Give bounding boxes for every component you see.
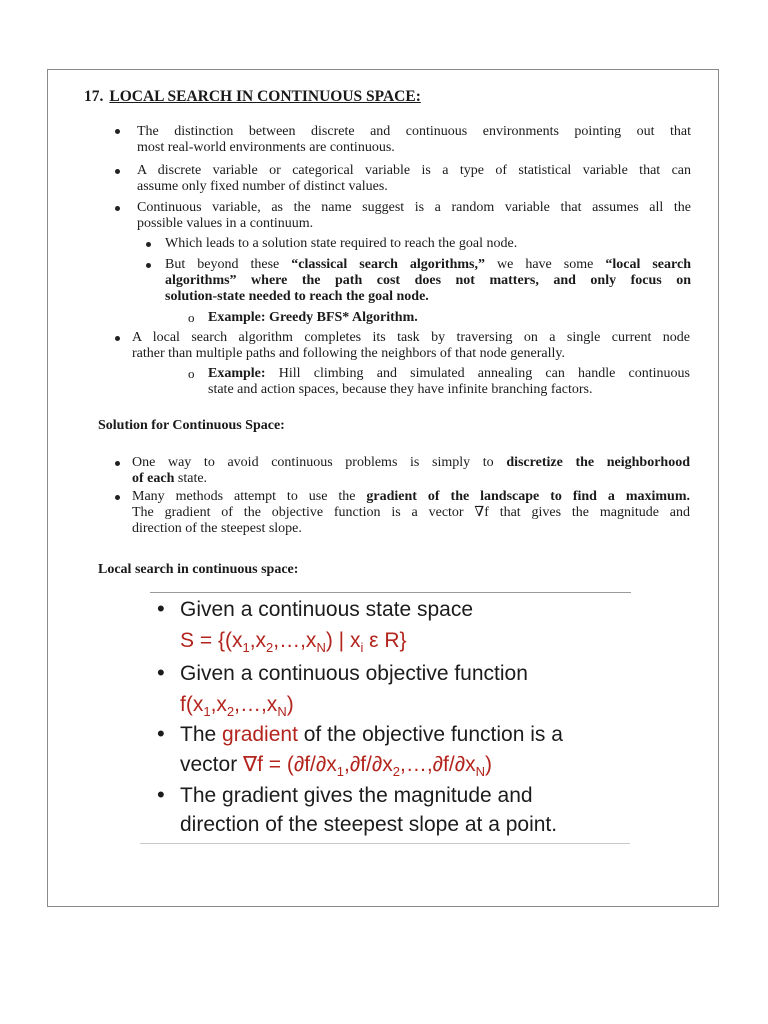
section-title-text: LOCAL SEARCH IN CONTINUOUS SPACE: [109,88,421,105]
slide-text: vector [180,753,244,776]
slide-subscript: 2 [226,704,235,719]
bullet-dot [115,336,120,341]
slide-text: ,…,∂f/∂x [400,753,476,776]
bullet-4-line-2: rather than multiple paths and following the neighbors of that node generally. [132,346,565,361]
slide-top-rule [150,592,631,593]
slide-text: ) [484,753,492,776]
slide-text: ,x [249,629,267,652]
slide-line-7: The gradient gives the magnitude and [180,784,533,807]
local-search-heading: Local search in continuous space: [98,562,299,577]
slide-text-red: gradient [222,723,298,746]
slide-formula [243,753,492,779]
slide-line-3: Given a continuous objective function [180,662,528,685]
bullet-2 [137,163,691,195]
slide-line-1: Given a continuous state space [180,598,474,621]
bullet-2-line-1: A discrete variable or categorical variable is a type of statistical variable that can [137,163,691,178]
slide-subscript: 1 [336,764,344,779]
slide-subscript: N [316,640,326,655]
slide-bullet: • [157,721,165,746]
bullet-3-line-2: possible values in a continuum. [137,216,314,231]
slide-text: ) | x [325,629,361,652]
sub-bullet-2-line-3: solution-state needed to reach the goal node. [165,289,429,304]
slide-text: The [180,723,223,746]
bullet-3-line-1: Continuous variable, as the name suggest is a random variable that assumes all the [137,200,691,215]
example-2-text: Hill climbing and simulated annealing can handle continuous [265,366,690,381]
solution-bullet-1-text: One way to avoid continuous problems is simply to [132,455,507,470]
slide-text: ,x [210,693,227,716]
solution-bullet-2-line-2: The gradient of the objective function is a vector ∇f that gives the magnitude and [132,505,690,520]
solution-bullet-1 [132,455,690,487]
solution-bullet-2-line-3: direction of the steepest slope. [132,521,302,536]
slide-subscript: 1 [203,704,211,719]
slide-bullet: • [157,782,165,807]
slide-line-5 [180,722,563,748]
bullet-1-line-2: most real-world environments are continuous. [137,140,395,155]
slide-subscript: 2 [266,640,274,655]
bullet-4 [132,330,690,362]
solution-bullet-1-line-1 [132,455,690,471]
sub-bullet-2-line-1 [165,257,691,273]
bullet-dot [115,461,120,466]
slide-line-4 [180,692,294,718]
slide-text: ∇f = (∂f/∂x [243,753,337,776]
slide-line-8: direction of the steepest slope at a point. [180,813,558,836]
slide-subscript: N [475,764,485,779]
slide-text: ,∂f/∂x [344,753,393,776]
slide-bullet: • [157,660,165,685]
bullet-1-line-1: The distinction between discrete and continuous environments pointing out that [137,124,691,139]
sub-bullet-2-text: we have some [484,257,606,272]
sub-bullet-2-bold: “local search [605,257,691,272]
slide-text: ε R} [363,629,407,652]
slide-line-6 [180,752,492,778]
sub-bullet-2-bold: “classical search algorithms,” [291,257,485,272]
solution-bullet-2-line-1 [132,489,690,505]
sub-bullet-2 [165,257,691,305]
bullet-dot [115,495,120,500]
solution-bullet-1-text-2: state. [174,471,208,486]
bullet-3 [137,200,691,232]
example-2-bold: Example: [208,366,266,381]
solution-bullet-1-line-2 [132,471,690,487]
slide-text: ,…,x [234,693,278,716]
bullet-4-line-1: A local search algorithm completes its task by traversing on a single current node [132,330,690,345]
sub-bullet-2-line-2: algorithms” where the path cost does not matters, and only focus on [165,273,691,288]
slide-subscript: N [277,704,287,719]
section-number: 17. [84,88,104,105]
slide-bullet: • [157,596,165,621]
sub-bullet-dot [146,242,151,247]
slide-bottom-rule [140,843,630,844]
solution-bullet-2 [132,489,690,537]
sub-bullet-dot [146,263,151,268]
slide-line-2 [180,628,407,654]
slide-subscript: 2 [392,764,400,779]
slide-text: ,…,x [273,629,317,652]
solution-bullet-2-bold: gradient of the landscape to find a maximum. [366,489,690,504]
circle-bullet: o [188,366,195,381]
sub-bullet-1: Which leads to a solution state required to reach the goal node. [165,236,518,251]
slide-subscript: i [360,640,364,655]
example-2-line-2: state and action spaces, because they have infinite branching factors. [208,382,593,397]
example-2-line-1 [208,366,690,382]
bullet-1 [137,124,691,156]
example-2 [208,366,690,398]
solution-bullet-1-bold-2: of each [132,471,175,486]
bullet-2-line-2: assume only fixed number of distinct values. [137,179,388,194]
solution-heading: Solution for Continuous Space: [98,418,285,433]
section-title [84,88,421,106]
solution-bullet-2-text: Many methods attempt to use the [132,489,367,504]
bullet-dot [115,206,120,211]
solution-bullet-1-bold: discretize the neighborhood [506,455,690,470]
slide-text: S = {(x [180,629,243,652]
example-1: Example: Greedy BFS* Algorithm. [208,310,418,325]
circle-bullet: o [188,310,195,325]
slide-subscript: 1 [242,640,250,655]
slide-text: f(x [180,693,204,716]
slide-text: of the objective function is a [297,723,563,746]
bullet-dot [115,169,120,174]
bullet-dot [115,129,120,134]
sub-bullet-2-text: But beyond these [165,257,292,272]
slide-text: ) [286,693,294,716]
